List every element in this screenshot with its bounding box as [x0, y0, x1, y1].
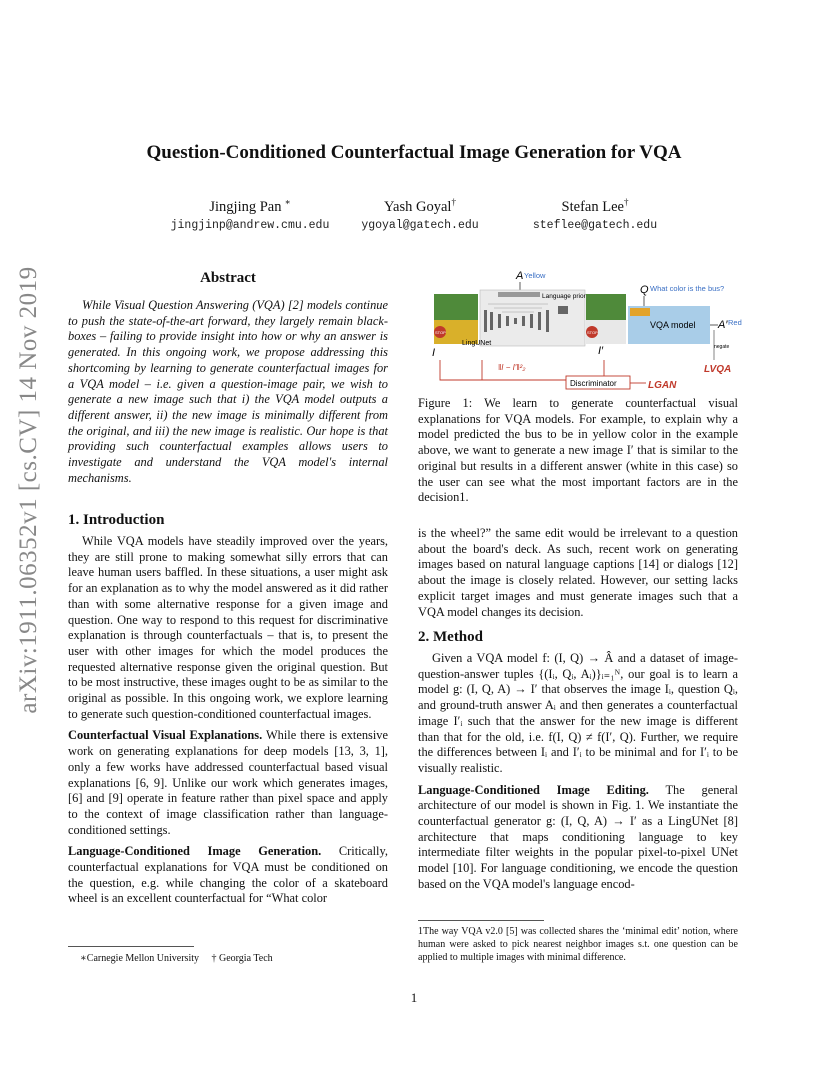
page-number: 1 [410, 990, 418, 1005]
author-3-email: steflee@gatech.edu [532, 219, 658, 232]
author-1-mark: ∗ [284, 197, 291, 207]
fig-stop-text-in: STOP [435, 330, 446, 335]
fig-label-i: I [432, 347, 436, 359]
intro-paragraph-1: While VQA models have steadily improved over the years, they are still prone to making somewhat silly errors that can leave human users baffled. In these situations, a user might ask for an explanation as to why the model answered as it did rather than with some alternative response for a given image and question. One way to respond to this request for discriminative explanation is through counterfactuals – that is, to present the user with other images for which the model produces the requested alternative response given the original question. But to be most instructive, these images ought to be as similar to the original as possible. In this ongoing work, we explore learning to generate such question-conditioned counterfactual images. [68, 534, 388, 721]
intro-body [68, 534, 388, 907]
fig-vqa-lang-encoder [630, 308, 650, 316]
cve-heading: Counterfactual Visual Explanations. [68, 728, 263, 743]
fig-l-gan: LGAN [648, 380, 677, 391]
paper-title: Question-Conditioned Counterfactual Image Generation for VQA [146, 142, 682, 163]
fig-vqa-model-label: VQA model [650, 320, 696, 330]
author-3 [495, 197, 695, 216]
author-3-mark: † [623, 197, 629, 207]
intro-continuation: is the wheel?” the same edit would be irrelevant to a question about the board's deck. As such, recent work on generating images based on natural language captions [14] or dialogs [12] about the image is closely related. However, our setting lacks explicit target images and must generate images such that a VQA model changes its decision. [418, 526, 738, 619]
fig-lang-prior-label: Language prior [542, 293, 586, 300]
author-2-name: Yash Goyal [384, 198, 452, 215]
fig-l-vqa: LVQA [704, 364, 732, 375]
fig-label-a-out-val: Red [728, 318, 742, 327]
fig-stop-text-out: STOP [587, 330, 598, 335]
author-1-email: jingjinp@andrew.cmu.edu [170, 219, 330, 232]
method-paragraph-1: Given a VQA model f: (I, Q) → Â and a dataset of image-question-answer tuples {(Iᵢ, Qᵢ, Aᵢ)}ᵢ₌₁ᴺ, our goal is to learn a model g: (I, Q, A) → I′ that observes the image Iᵢ, question Qᵢ, and ground-truth answer Aᵢ and then generates a counterfactual image I′ᵢ such that the answer for the new image is different than that for the old, i.e. f(I, Q) ≠ f(I′, Q). Further, we require the differences between Iᵢ and I′ᵢ to be minimal and for I′ᵢ to be visually realistic. [418, 651, 738, 775]
intro-heading: 1. Introduction [68, 512, 165, 528]
author-3-name: Stefan Lee [561, 198, 624, 215]
fig-label-i-prime: I′ [598, 345, 604, 357]
lcie-paragraph [418, 783, 738, 893]
method-body [418, 651, 738, 893]
fig-label-a-out: A′ [718, 319, 728, 331]
figure-1-caption: Figure 1: We learn to generate counterfactual visual explanations for VQA models. For example, to explain why a model predicted the bus to be in yellow color in the example above, we want to generate a new image I′ that is similar to the original but results in a different answer (white in this case) so the user can see what the most important factors are in the decision1. [418, 396, 738, 505]
author-2-mark: † [451, 197, 456, 207]
arxiv-stamp [14, 266, 44, 714]
lcie-text: The general architecture of our model is shown in Fig. 1. We instantiate the counterfactual generator g: (I, Q, A) → I′ as a LingUNet [8] architecture that maps conditioning language to key intermediate filter weights in the popular pixel-to-pixel UNet model [10]. For language conditioning, we encode the question based on the VQA model's language encod- [418, 782, 738, 891]
fig-lingunet-label: LingUNet [462, 340, 492, 347]
fig-discriminator-label: Discriminator [570, 379, 617, 388]
fig-label-q: Q [640, 284, 649, 296]
fig-norm-label: ‖I − I′‖²₂ [498, 363, 526, 372]
fig-label-a: A [516, 270, 524, 282]
arxiv-stamp-text: arXiv:1911.06352v1 [cs.CV] 14 Nov 2019 [15, 266, 42, 714]
fig-lang-bar [498, 292, 540, 297]
author-2 [320, 197, 520, 216]
cve-paragraph [68, 728, 388, 838]
fig-label-a-val: Yellow [524, 271, 546, 280]
author-1-name: Jingjing Pan [209, 198, 282, 215]
author-2-email: ygoyal@gatech.edu [361, 219, 479, 232]
lcie-heading: Language-Conditioned Image Editing. [418, 782, 649, 797]
lci-text: Critically, counterfactual explanations for VQA must be conditioned on the question, e.g. while changing the color of a skateboard wheel is an excellent counterfactual for “What color [68, 844, 388, 906]
right-column-body [418, 526, 738, 620]
abstract-text: While Visual Question Answering (VQA) [2] models continue to push the state-of-the-art forward, they largely remain black-boxes – failing to provide insight into how or why an answer is generated. In this ongoing work, we propose addressing this shortcoming by learning to generate counterfactual images for a VQA model – i.e. given a question-image pair, we wish to generate a new image such that i) the VQA model outputs a different answer, ii) the new image is minimally different from the original, and iii) the new image is realistic. Our hope is that providing such counterfactual examples allows users to investigate and understand the VQA model's internal mechanisms. [68, 298, 388, 485]
footnote-rule-right [418, 920, 544, 921]
method-heading: 2. Method [418, 629, 483, 645]
lci-paragraph [68, 844, 388, 907]
footnote-affiliations: ∗Carnegie Mellon University † Georgia Tech [80, 953, 273, 964]
footnote-rule-left [68, 946, 194, 947]
footnote-1: 1The way VQA v2.0 [5] was collected shares the ‘minimal edit’ notion, where human were asked to pick nearest neighbor images s.t. one question can be applied to multiple images with minimal difference. [418, 926, 738, 963]
abstract-heading: Abstract [200, 270, 256, 286]
fig-negate-label: negate [714, 344, 730, 350]
lci-heading: Language-Conditioned Image Generation. [68, 844, 322, 859]
figure-1 [418, 268, 748, 392]
fig-label-q-val: What color is the bus? [650, 284, 725, 293]
cve-text: While there is extensive work on generating explanations for deep models [13, 3, 1], only a few works have addressed counterfactual based visual explanations [6, 9]. Unlike our work which generates images, [6] and [9] operate in feature rather than pixel space and apply to the context of image classification rather than language-conditioned settings. [68, 728, 389, 837]
figure-1-diagram [418, 268, 748, 392]
abstract-body [68, 298, 388, 486]
